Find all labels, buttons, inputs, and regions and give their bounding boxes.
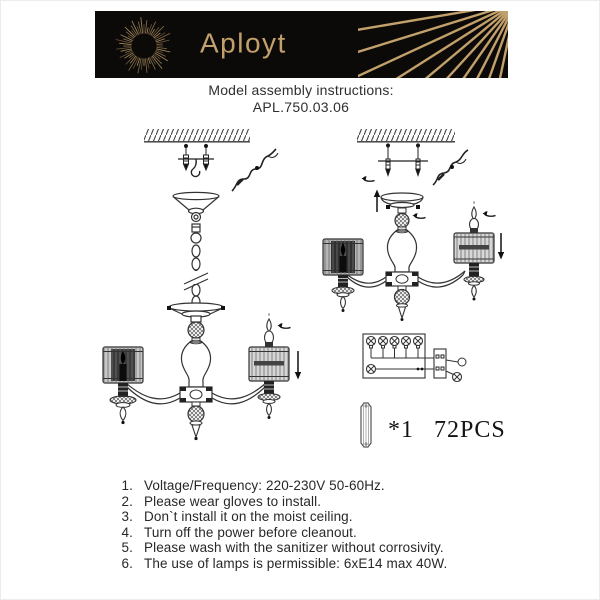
wiring-diagram [357,329,472,385]
instruction-item: 3. Don`t install it on the moist ceiling. [121,509,353,525]
center-finial [395,286,410,321]
candle-shade-right [454,201,504,301]
brand-name: Aployt [200,27,287,59]
crystal-rod-icon [356,400,376,452]
page-title: Model assembly instructions: [208,82,394,98]
corner-rays-icon [358,11,508,78]
crystal-marker: *1 [388,416,414,443]
arm-right [212,383,266,404]
candle-shade-right [249,313,301,419]
crystal-shade-left [323,239,363,312]
flush-mount-diagram [319,123,549,338]
down-arrow-icon [498,233,504,260]
up-arrow-icon [374,190,380,213]
instruction-item: 6. The use of lamps is permissible: 6xE14 max 40W. [121,555,448,571]
sunburst-logo-icon [113,13,175,75]
center-finial [188,402,204,440]
supply-leads [446,358,466,382]
arm-right [418,271,465,287]
model-number: APL.750.03.06 [252,99,350,115]
ceiling-hatch [144,129,250,142]
chain-break-mark [182,271,210,290]
instruction-list [113,478,513,572]
bobeche-dish [167,303,225,322]
instruction-item: 1. Voltage/Frequency: 220-230V 50-60Hz. [121,478,385,493]
down-arrow-icon [295,351,301,380]
crystal-count-label [388,417,506,444]
lock-screw [416,205,420,209]
rotate-arrow-icon [413,213,426,218]
crystal-part-count [356,400,506,452]
instruction-item: 2. Please wear gloves to install. [121,493,322,509]
arm-hub [180,387,212,402]
column-baluster [181,322,210,387]
lock-screw [386,205,390,209]
arm-hub [386,272,418,286]
power-wire [433,150,468,185]
power-wire [232,149,278,191]
rotate-arrow-icon [362,176,375,181]
threaded-rods [378,144,428,176]
terminal-block [434,349,446,378]
ceiling-hatch [357,129,455,142]
crystal-shade-left [103,347,143,424]
chain-mount-diagram [86,123,316,468]
instruction-item: 5. Please wash with the sanitizer without corrosivity. [121,540,444,556]
brand-banner [95,11,508,78]
crystal-quantity: 72PCS [434,416,506,443]
instruction-item: 4. Turn off the power before cleanout. [121,524,357,540]
canopy [173,192,219,243]
column-baluster [387,208,416,272]
